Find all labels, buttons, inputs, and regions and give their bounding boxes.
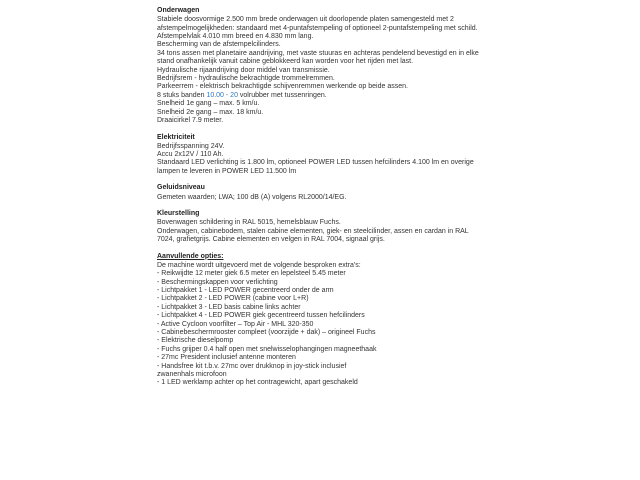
section-heading-aanvullende-opties: Aanvullende opties:	[157, 252, 224, 260]
text-line: afstempelmogelijkheden: standaard met 4-puntafstempeling of optioneel 2-puntafstempeling met schild.	[157, 24, 478, 32]
text-line: Draaicirkel 7.9 meter.	[157, 116, 224, 124]
text-line: Bedrijfsrem - hydraulische bekrachtigde trommelremmen.	[157, 74, 335, 82]
text-line: Bovenwagen schildering in RAL 5015, hemelsblauw Fuchs.	[157, 219, 341, 227]
section-aanvullende-opties	[157, 253, 487, 388]
option-item: - Active Cycloon voorfilter – Top Air - MHL 320-350	[157, 320, 314, 328]
text-line: Standaard LED verlichting is 1.800 lm, optioneel POWER LED tussen hefcilinders 4.100 lm en overige	[157, 159, 474, 167]
option-item: - Cabinebeschermrooster compleet (voorzijde + dak) – origineel Fuchs	[157, 329, 376, 336]
option-item: - Reikwijdte 12 meter giek 6.5 meter en lepelsteel 5.45 meter	[157, 270, 346, 278]
text-line: Bedrijfsspanning 24V.	[157, 142, 225, 150]
option-item: - Lichtpakket 4 - LED POWER giek gecentreerd tussen hefcilinders	[157, 312, 365, 320]
section-heading-geluidsniveau: Geluidsniveau	[157, 184, 205, 192]
option-item: zwanenhals microfoon	[157, 371, 227, 379]
document-body	[157, 7, 487, 396]
text-line: Stabiele doosvormige 2.500 mm brede onderwagen uit doorlopende platen samengesteld met 2	[157, 16, 454, 24]
text-line: Accu 2x12V / 110 Ah.	[157, 151, 224, 159]
section-elektriciteit	[157, 134, 487, 177]
option-item: - Elektrische dieselpomp	[157, 337, 234, 345]
tires-prefix: 8 stuks banden	[157, 91, 207, 99]
option-item: - 1 LED werklamp achter op het contragewicht, apart geschakeld	[157, 379, 358, 387]
text-line: Gemeten waarden; LWA; 100 dB (A) volgens RL2000/14/EG.	[157, 193, 347, 201]
text-line: Onderwagen, cabinebodem, stalen cabine elementen, giek- en steelcilinder, assen en cardan in RAL	[157, 227, 469, 235]
text-line: 7024, grafietgrijs. Cabine elementen en velgen in RAL 7004, signaal grijs.	[157, 236, 385, 244]
option-item: - Handsfree kit t.b.v. 27mc over drukknop in joy-stick inclusief	[157, 362, 347, 370]
text-line: Parkeerrem - elektrisch bekrachtigde schijvenremmen werkende op beide assen.	[157, 83, 408, 91]
text-line: 34 tons assen met planetaire aandrijving, met vaste stuuras en achteras pendelend bevestigd en in elke	[157, 49, 479, 57]
text-line: Hydraulische rijaandrijving door middel van transmissie.	[157, 66, 330, 74]
option-item: - Lichtpakket 2 - LED POWER (cabine voor L+R)	[157, 295, 309, 303]
option-item: - Lichtpakket 3 - LED basis cabine links achter	[157, 303, 301, 311]
tires-suffix: volrubber met tussenringen.	[237, 91, 327, 99]
text-line: Afstempelvlak 4.010 mm breed en 4.830 mm lang.	[157, 32, 314, 40]
section-kleurstelling	[157, 210, 487, 244]
option-item: - Fuchs grijper 0.4 half open met snelwisselophangingen magneethaak	[157, 345, 377, 353]
section-heading-kleurstelling: Kleurstelling	[157, 210, 200, 218]
section-heading-elektriciteit: Elektriciteit	[157, 133, 195, 141]
option-item: - 27mc President inclusief antenne monteren	[157, 354, 296, 362]
section-heading-onderwagen: Onderwagen	[157, 7, 200, 14]
section-geluidsniveau	[157, 184, 487, 202]
text-line: Snelheid 2e gang – max. 18 km/u.	[157, 108, 264, 116]
text-line: Snelheid 1e gang – max. 5 km/u.	[157, 100, 260, 108]
option-item: - Lichtpakket 1 - LED POWER gecentreerd onder de arm	[157, 286, 334, 294]
text-line: De machine wordt uitgevoerd met de volgende besproken extra's:	[157, 261, 361, 269]
text-line: lampen te leveren in POWER LED 11.500 lm	[157, 167, 297, 175]
tire-size-link[interactable]: 10.00 - 20	[206, 91, 238, 99]
text-line: Bescherming van de afstempelcilinders.	[157, 41, 281, 49]
tires-line	[157, 92, 487, 100]
text-line: stand onafhankelijk vanuit cabine geblokkeerd kan worden voor het rijden met last.	[157, 58, 414, 66]
section-onderwagen	[157, 7, 487, 125]
option-item: - Beschermingskappen voor verlichting	[157, 278, 278, 286]
